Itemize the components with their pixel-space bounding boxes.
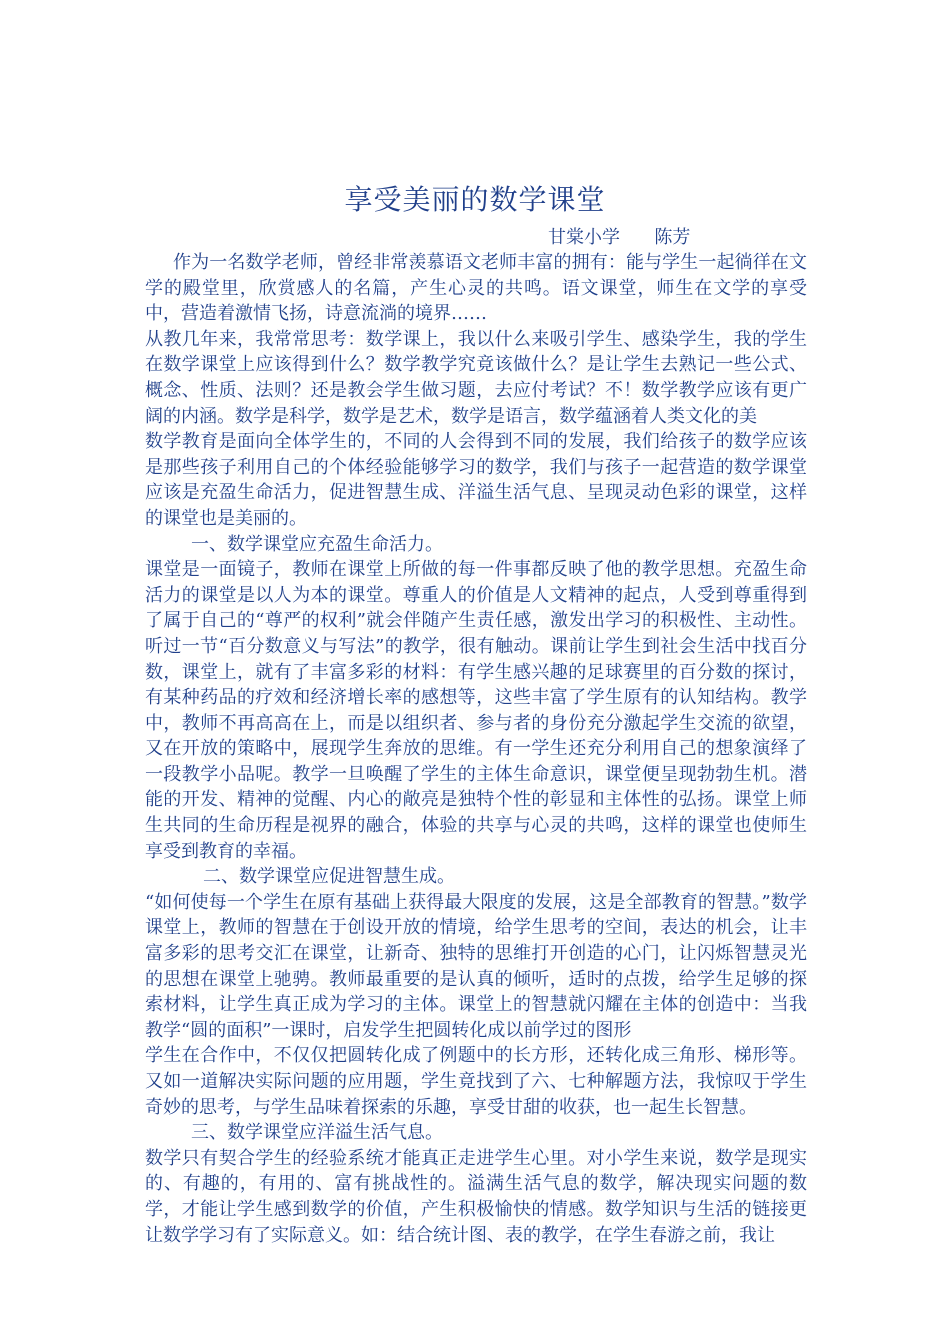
author-byline: 甘棠小学 陈芳 [548, 227, 691, 248]
paragraph-intro: 作为一名数学老师，曾经非常羡慕语文老师丰富的拥有：能与学生一起徜徉在文学的殿堂里，欣赏感人的名篇，产生心灵的共鸣。语文课堂，师生在文学的享受中，营造着激情飞扬，诗意流淌的境界…… [145, 252, 807, 325]
page-title: 享受美丽的数学课堂 [344, 183, 606, 216]
paragraph-section-3: 数学只有契合学生的经验系统才能真正走进学生心里。对小学生来说，数学是现实的、有趣的，有用的、富有挑战性的。溢满生活气息的数学，解决现实问题的数学，才能让学生感到数学的价值，产生积极愉快的情感。数学知识与生活的链接更让数学学习有了实际意义。如：结合统计图、表的教学，在学生春游之前，我让 [145, 1147, 807, 1246]
article-body [145, 250, 807, 1248]
section-heading-2: 二、数学课堂应促进智慧生成。 [203, 866, 455, 888]
paragraph-section-1: 课堂是一面镜子，教师在课堂上所做的每一件事都反映了他的教学思想。充盈生命活力的课堂是以人为本的课堂。尊重人的价值是人文精神的起点，人受到尊重得到了属于自己的“尊严的权利”就会伴随产生责任感，激发出学习的积极性、主动性。听过一节“百分数意义与写法”的教学，很有触动。课前让学生到社会生活中找百分数，课堂上，就有了丰富多彩的材料：有学生感兴趣的足球赛里的百分数的探讨，有某种药品的疗效和经济增长率的感想等，这些丰富了学生原有的认知结构。教学中，教师不再高高在上，而是以组织者、参与者的身份充分激起学生交流的欲望，又在开放的策略中，展现学生奔放的思维。有一学生还充分利用自己的想象演绎了一段教学小品呢。教学一旦唤醒了学生的主体生命意识，课堂便呈现勃勃生机。潜能的开发、精神的觉醒、内心的敞亮是独特个性的彰显和主体性的弘扬。课堂上师生共同的生命历程是视界的融合，体验的共享与心灵的共鸣，这样的课堂也使师生享受到教育的幸福。 [145, 559, 807, 862]
paragraph-section-2b: 学生在合作中，不仅仅把圆转化成了例题中的长方形，还转化成三角形、梯形等。又如一道解决实际问题的应用题，学生竟找到了六、七种解题方法，我惊叹于学生奇妙的思考，与学生品味着探索的乐趣，享受甘甜的收获，也一起生长智慧。 [145, 1045, 807, 1118]
section-heading-3: 三、数学课堂应洋溢生活气息。 [191, 1122, 443, 1144]
paragraph-section-2a: “如何使每一个学生在原有基础上获得最大限度的发展，这是全部教育的智慧。”数学课堂上，教师的智慧在于创设开放的情境，给学生思考的空间，表达的机会，让丰富多彩的思考交汇在课堂，让新奇、独特的思维打开创造的心门，让闪烁智慧灵光的思想在课堂上驰骋。教师最重要的是认真的倾听，适时的点拨，给学生足够的探索材料，让学生真正成为学习的主体。课堂上的智慧就闪耀在主体的创造中：当我教学“圆的面积”一课时，启发学生把圆转化成以前学过的图形 [145, 891, 807, 1041]
section-heading-1: 一、数学课堂应充盈生命活力。 [191, 533, 443, 555]
paragraph-education: 数学教育是面向全体学生的，不同的人会得到不同的发展，我们给孩子的数学应该是那些孩子利用自己的个体经验能够学习的数学，我们与孩子一起营造的数学课堂应该是充盈生命活力，促进智慧生成、洋溢生活气息、呈现灵动色彩的课堂，这样的课堂也是美丽的。 [145, 431, 807, 529]
paragraph-reflection: 从教几年来，我常常思考：数学课上，我以什么来吸引学生、感染学生，我的学生在数学课堂上应该得到什么？数学教学究竟该做什么？是让学生去熟记一些公式、概念、性质、法则？还是教会学生做习题，去应付考试？不！数学教学应该有更广阔的内涵。数学是科学，数学是艺术，数学是语言，数学蕴涵着人类文化的美 [145, 328, 807, 427]
